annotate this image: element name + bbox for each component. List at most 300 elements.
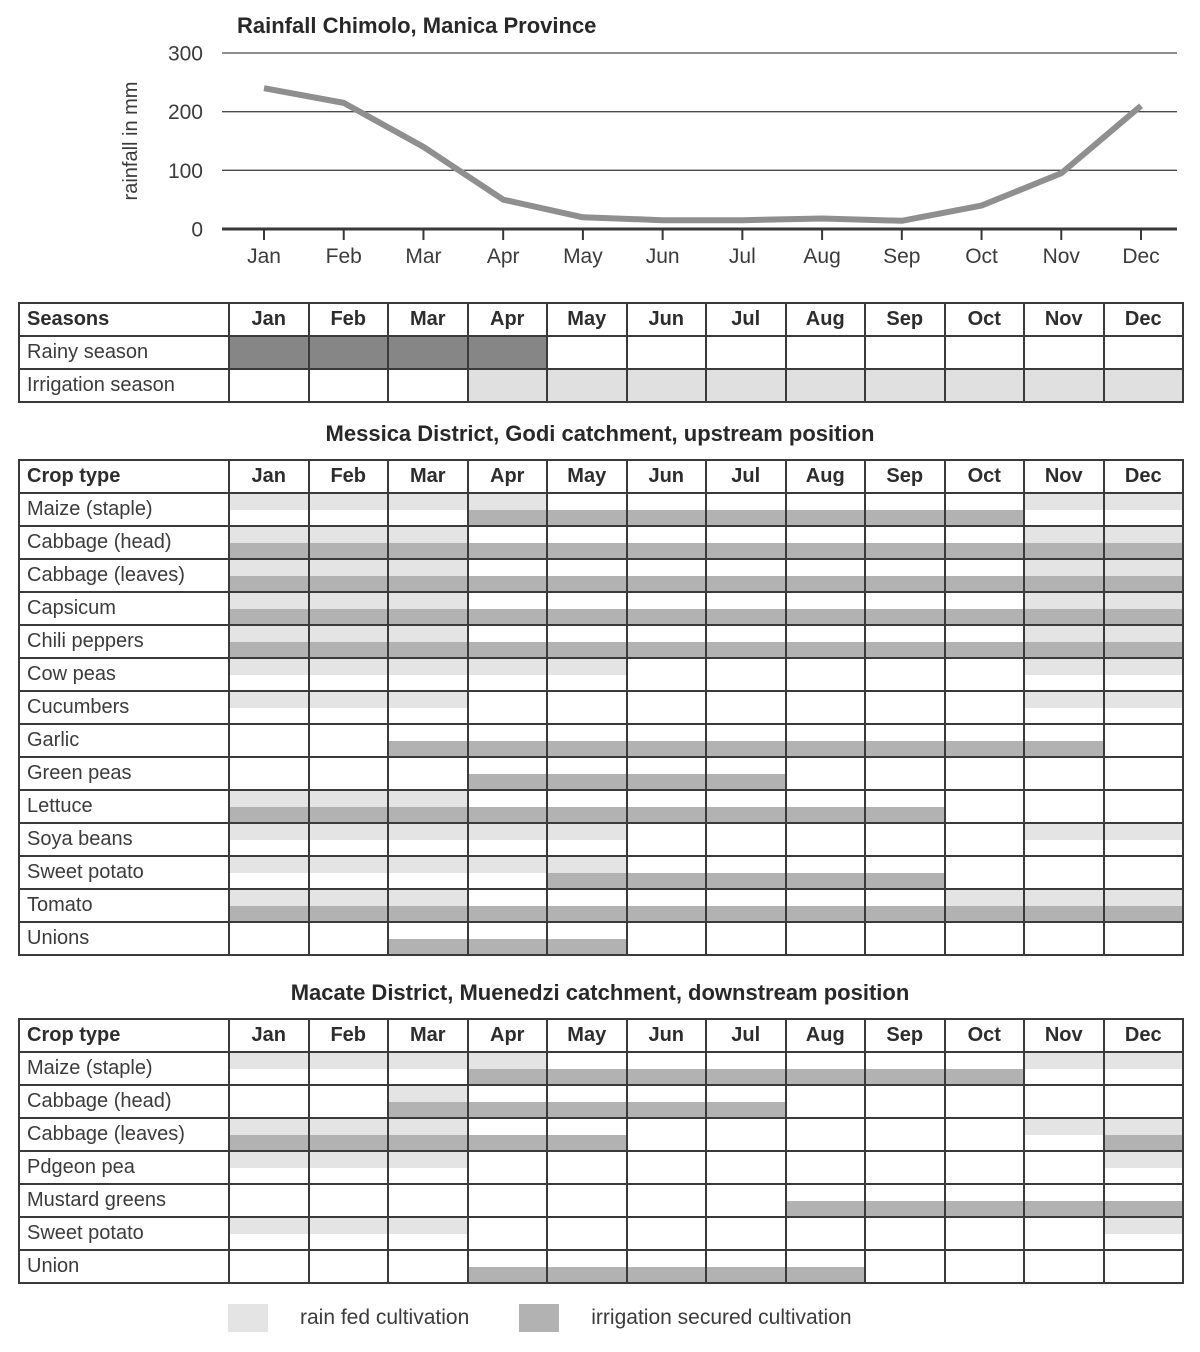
cell-halves [548,1185,626,1216]
crop-month-cell [786,691,866,724]
irrigation-band [1105,906,1183,922]
cell-halves [866,659,944,690]
irrigation-band [707,708,785,724]
season-month-cell [865,369,945,402]
rainfed-band [866,560,944,576]
irrigation-band [310,807,388,823]
rainfed-band [787,560,865,576]
crop-month-cell [309,724,389,757]
irrigation-band [548,939,626,955]
cell-halves [230,1053,308,1084]
cell-halves [946,560,1024,591]
irrigation-band [548,675,626,691]
rainfed-band [866,824,944,840]
rainfed-band [548,725,626,741]
irrigation-band [787,906,865,922]
crop-month-cell [865,757,945,790]
rainfed-band [707,857,785,873]
rainfed-band [628,626,706,642]
rainfed-band [389,527,467,543]
rainfed-band [707,1119,785,1135]
rainfed-band [389,1086,467,1102]
rainfed-band [548,560,626,576]
cell-halves [1105,824,1183,855]
rainfed-band [469,593,547,609]
crop-month-cell [786,559,866,592]
cell-halves [1025,527,1103,558]
irrigation-band [787,543,865,559]
row-label: Union [19,1250,229,1283]
crop-month-cell [786,658,866,691]
cell-halves [628,494,706,525]
crop-month-cell [229,823,309,856]
crop-month-cell [388,1217,468,1250]
y-axis-label: rainfall in mm [120,81,142,201]
crop-month-cell [388,757,468,790]
row-label: Green peas [19,757,229,790]
crop-month-cell [1104,1118,1184,1151]
cell-halves [866,527,944,558]
rainfed-band [310,659,388,675]
irrigation-band [866,1234,944,1250]
x-tick-label: Aug [803,245,841,268]
x-axis-ticks [264,229,1141,240]
crop-month-cell [229,625,309,658]
crop-month-cell [706,922,786,955]
season-month-cell [706,369,786,402]
irrigation-band [310,642,388,658]
cell-halves [548,857,626,888]
crop-month-cell [229,1217,309,1250]
cell-halves [469,791,547,822]
crop-month-cell [229,691,309,724]
rainfed-band [1025,824,1103,840]
crop-month-cell [1024,1250,1104,1283]
month-header-may: May [547,1019,627,1052]
rainfed-band [707,923,785,939]
crop-month-cell [865,724,945,757]
crop-month-cell [1024,1052,1104,1085]
irrigation-band [548,642,626,658]
cell-halves [230,758,308,789]
crop-month-cell [706,1151,786,1184]
cell-halves [310,890,388,921]
crop-month-cell [865,1052,945,1085]
irrigation-band [866,576,944,592]
cell-halves [707,527,785,558]
crop-month-cell [309,592,389,625]
irrigation-band [946,873,1024,889]
crop-month-cell [468,1217,548,1250]
cell-halves [628,1119,706,1150]
rainfed-band [707,1251,785,1267]
cell-halves [707,692,785,723]
cell-halves [230,1251,308,1282]
irrigation-band [787,642,865,658]
irrigation-band [389,510,467,526]
cell-halves [469,890,547,921]
season-month-cell [229,369,309,402]
rainfed-band [1025,758,1103,774]
crop-month-cell [1024,1217,1104,1250]
crop-month-cell [309,493,389,526]
cell-halves [230,560,308,591]
irrigation-band [707,675,785,691]
crop-month-cell [547,691,627,724]
crop-month-cell [229,856,309,889]
crop-month-cell [1104,691,1184,724]
rainfed-band [230,692,308,708]
irrigation-band [389,741,467,757]
crop-month-cell [468,922,548,955]
crop-month-cell [945,1250,1025,1283]
crop-month-cell [865,856,945,889]
rainfed-band [866,725,944,741]
irrigation-band [946,1069,1024,1085]
row-label: Mustard greens [19,1184,229,1217]
x-tick-label: Mar [405,245,442,268]
table-row [19,625,1183,658]
irrigation-band [230,807,308,823]
irrigation-band [548,1267,626,1283]
crop-month-cell [706,1250,786,1283]
irrigation-band [787,708,865,724]
rainfed-band [469,725,547,741]
rainfed-band [1105,890,1183,906]
irrigation-band [230,1102,308,1118]
crop-month-cell [786,493,866,526]
rainfed-band [548,593,626,609]
cell-halves [628,824,706,855]
irrigation-band [469,1267,547,1283]
crop-month-cell [627,1217,707,1250]
cell-halves [946,824,1024,855]
crop-month-cell [1024,790,1104,823]
crop-month-cell [229,559,309,592]
irrigation-band [310,840,388,856]
crop-month-cell [468,1118,548,1151]
rainfed-band [628,923,706,939]
crop-month-cell [547,889,627,922]
cell-halves [787,1119,865,1150]
irrigation-band [469,675,547,691]
rainfed-band [548,494,626,510]
seasons-header-label: Seasons [19,303,229,336]
crop-month-cell [706,757,786,790]
crop-month-cell [945,1151,1025,1184]
season-month-cell [1104,369,1184,402]
rainfed-band [1105,494,1183,510]
crop-month-cell [706,856,786,889]
crop-month-cell [468,691,548,724]
crop-month-cell [229,1085,309,1118]
crop-month-cell [1024,922,1104,955]
rainfed-band [628,560,706,576]
crop-month-cell [627,922,707,955]
rainfed-band [548,1053,626,1069]
irrigation-band [866,1267,944,1283]
irrigation-band [230,609,308,625]
irrigation-band [946,939,1024,955]
cell-halves [389,1185,467,1216]
rainfed-band [707,692,785,708]
cell-halves [469,626,547,657]
cell-halves [1025,923,1103,954]
rainfed-band [707,758,785,774]
cell-halves [389,593,467,624]
cell-halves [1105,890,1183,921]
crop-month-cell [1104,724,1184,757]
rainfed-band [707,494,785,510]
rainfed-band [707,824,785,840]
irrigation-band [946,1102,1024,1118]
season-month-cell [786,369,866,402]
crop-month-cell [229,922,309,955]
y-tick-label: 200 [167,101,203,125]
crop-month-cell [388,856,468,889]
irrigation-band [628,840,706,856]
table-row [19,856,1183,889]
x-tick-label: Apr [486,245,520,268]
cell-halves [548,593,626,624]
irrigation-band [310,939,388,955]
irrigation-band [469,1135,547,1151]
irrigation-band [946,807,1024,823]
cell-halves [628,923,706,954]
irrigation-band [946,1135,1024,1151]
rainfed-band [866,659,944,675]
cell-halves [866,824,944,855]
irrigation-band [310,1201,388,1217]
crop-month-cell [945,724,1025,757]
cell-halves [628,791,706,822]
cell-halves [1105,758,1183,789]
crop-month-cell [1104,1217,1184,1250]
cell-halves [1025,1119,1103,1150]
irrigation-band [230,675,308,691]
crop-month-cell [388,493,468,526]
rainfed-band [787,1053,865,1069]
rainfed-band [469,659,547,675]
irrigation-band [1025,609,1103,625]
crop-month-cell [786,790,866,823]
cell-halves [787,593,865,624]
cell-halves [707,1185,785,1216]
irrigation-band [469,576,547,592]
irrigation-band [548,708,626,724]
irrigation-band [310,708,388,724]
table-row [19,526,1183,559]
month-header-dec: Dec [1104,460,1184,493]
rainfed-band [310,791,388,807]
rainfed-band [469,857,547,873]
cell-halves [310,1119,388,1150]
macate-table-container [18,1018,1200,1284]
crop-month-cell [1104,592,1184,625]
cell-halves [389,1086,467,1117]
cell-halves [1025,890,1103,921]
crop-month-cell [388,889,468,922]
season-month-cell [468,369,548,402]
month-header-nov: Nov [1024,1019,1104,1052]
season-month-cell [388,336,468,369]
rainfed-band [1025,1218,1103,1234]
cell-halves [548,824,626,855]
cell-halves [548,494,626,525]
irrigation-band [1105,675,1183,691]
rainfed-band [389,1152,467,1168]
rainfed-band [389,593,467,609]
cell-halves [230,1119,308,1150]
irrigation-band [548,1135,626,1151]
crop-month-cell [229,1052,309,1085]
irrigation-band [230,906,308,922]
irrigation-band [1105,1201,1183,1217]
irrigation-band [946,840,1024,856]
irrigation-band [1105,1102,1183,1118]
rainfed-band [707,560,785,576]
irrigation-band [707,609,785,625]
crop-month-cell [388,658,468,691]
rainfed-band [1025,791,1103,807]
rainfed-band [1025,659,1103,675]
rainfed-band [628,791,706,807]
rainfed-band [469,758,547,774]
crop-month-cell [786,922,866,955]
rainfed-band [1025,626,1103,642]
crop-month-cell [945,691,1025,724]
rainfed-band [310,1152,388,1168]
month-header-jul: Jul [706,460,786,493]
month-header-apr: Apr [468,1019,548,1052]
irrigation-band [1025,873,1103,889]
cell-halves [707,1218,785,1249]
irrigation-band [628,1201,706,1217]
rainfed-band [469,824,547,840]
irrigation-band [628,675,706,691]
crop-month-cell [547,1184,627,1217]
crop-month-cell [786,724,866,757]
cell-halves [1105,1152,1183,1183]
crop-month-cell [1104,922,1184,955]
cell-halves [469,758,547,789]
chart-title: Rainfall Chimolo, Manica Province [237,13,597,38]
irrigation-band [628,1102,706,1118]
table-row [19,922,1183,955]
irrigation-band [946,675,1024,691]
irrigation-band [548,1201,626,1217]
cell-halves [1105,1218,1183,1249]
crop-month-cell [786,1250,866,1283]
cell-halves [787,1152,865,1183]
cell-halves [310,1053,388,1084]
crop-month-cell [945,856,1025,889]
irrigation-band [1105,1135,1183,1151]
y-tick-label: 100 [167,159,203,183]
cell-halves [787,758,865,789]
cell-halves [469,527,547,558]
crop-month-cell [388,922,468,955]
crop-month-cell [706,889,786,922]
rainfed-band [230,1185,308,1201]
row-label: Irrigation season [19,369,229,402]
irrigation-band [469,708,547,724]
rainfed-band [230,923,308,939]
rainfed-band [787,890,865,906]
crop-month-cell [706,526,786,559]
rainfed-band [628,1119,706,1135]
crop-month-cell [627,658,707,691]
irrigation-band [628,510,706,526]
irrigation-band [310,543,388,559]
irrigation-band [1025,543,1103,559]
messica-crop-table [18,459,1184,956]
rainfed-band [787,494,865,510]
irrigation-band [469,741,547,757]
cell-halves [310,692,388,723]
irrigation-band [389,609,467,625]
crop-month-cell [468,493,548,526]
crop-month-cell [706,625,786,658]
irrigation-band [628,543,706,559]
irrigation-band [946,708,1024,724]
season-month-cell [468,336,548,369]
rainfed-band [628,494,706,510]
cell-halves [469,1251,547,1282]
row-label: Cabbage (leaves) [19,559,229,592]
cell-halves [787,1218,865,1249]
irrigation-band [707,1135,785,1151]
crop-month-cell [627,1085,707,1118]
crop-month-cell [468,592,548,625]
crop-month-cell [1024,1118,1104,1151]
irrigation-band [1105,1267,1183,1283]
rainfed-band [389,725,467,741]
irrigation-band [946,576,1024,592]
crop-month-cell [945,1217,1025,1250]
rainfed-band [230,527,308,543]
cell-halves [707,593,785,624]
chart-gridlines [222,53,1177,229]
cell-halves [548,758,626,789]
cell-halves [628,725,706,756]
table-row [19,336,1183,369]
rainfed-band [628,1053,706,1069]
rainfed-band [787,1251,865,1267]
crop-month-cell [468,790,548,823]
irrigation-band [310,1069,388,1085]
crop-month-cell [786,823,866,856]
month-header-sep: Sep [865,1019,945,1052]
irrigation-band [866,840,944,856]
crop-month-cell [865,559,945,592]
rainfed-band [1105,626,1183,642]
rainfed-band [707,1152,785,1168]
row-label: Cabbage (head) [19,1085,229,1118]
crop-month-cell [388,625,468,658]
cell-halves [1105,1185,1183,1216]
crop-month-cell [468,1052,548,1085]
seasons-table [18,302,1184,403]
crop-month-cell [786,625,866,658]
month-header-jan: Jan [229,1019,309,1052]
rainfed-band [548,1251,626,1267]
rainfed-band [1025,1086,1103,1102]
rainfed-band [707,1218,785,1234]
cell-halves [628,758,706,789]
crop-month-cell [786,889,866,922]
messica-table-title: Messica District, Godi catchment, upstream position [325,421,875,446]
